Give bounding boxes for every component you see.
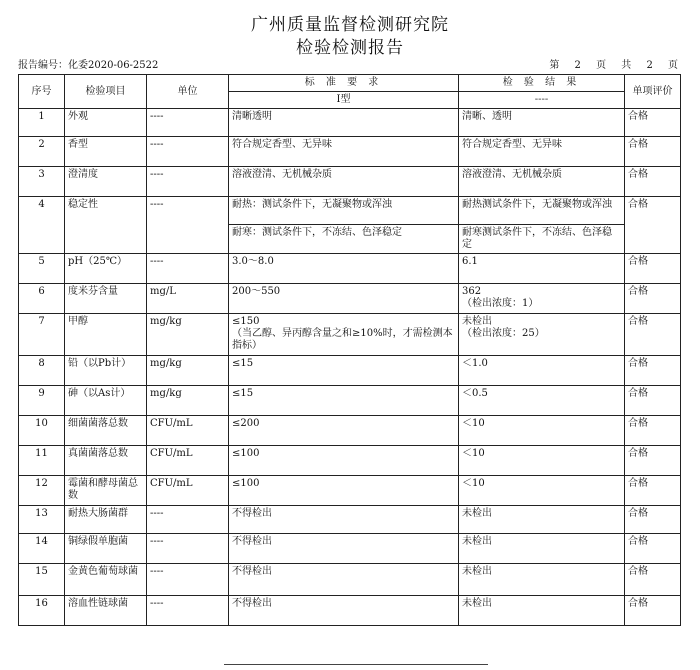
cell-standard (229, 476, 459, 506)
cell-seq: 14 (19, 534, 65, 564)
cell-eval: 合格 (625, 167, 681, 197)
cell-result: 耐热测试条件下，无凝聚物或浑浊 (459, 197, 625, 225)
standard-value: ≤15 (232, 388, 254, 399)
standard-value: ≤100 (232, 448, 260, 459)
cell-unit: ---- (147, 506, 229, 534)
cell-item: 真菌菌落总数 (65, 446, 147, 476)
report-number (18, 56, 158, 71)
table-row (19, 506, 681, 534)
cell-item: 砷（以As计） (65, 386, 147, 416)
cell-seq: 15 (19, 564, 65, 596)
standard-type: Ⅰ型 (229, 92, 459, 109)
result-note: （检出浓度：1） (462, 298, 539, 309)
standard-value: 清晰透明 (232, 111, 272, 122)
cell-result (459, 109, 625, 137)
cell-eval: 合格 (625, 564, 681, 596)
cell-eval: 合格 (625, 506, 681, 534)
cell-eval: 合格 (625, 446, 681, 476)
cell-unit: ---- (147, 596, 229, 626)
cell-item: 溶血性链球菌 (65, 596, 147, 626)
result-value: 6.1 (462, 256, 478, 267)
cell-eval: 合格 (625, 314, 681, 356)
cell-result (459, 254, 625, 284)
cell-unit: mg/kg (147, 356, 229, 386)
standard-value: ≤150 (232, 316, 260, 327)
cell-seq: 4 (19, 197, 65, 254)
cell-unit: ---- (147, 137, 229, 167)
standard-note: （当乙醇、异丙醇含量之和≥10%时，才需检测本指标） (232, 328, 453, 351)
cell-seq: 16 (19, 596, 65, 626)
institute-name: 广州质量监督检测研究院 (251, 15, 449, 35)
cell-unit: mg/kg (147, 314, 229, 356)
cell-unit: ---- (147, 564, 229, 596)
table-row (19, 109, 681, 137)
table-row (19, 564, 681, 596)
cell-eval: 合格 (625, 534, 681, 564)
cell-eval: 合格 (625, 137, 681, 167)
standard-value: 不得检出 (232, 508, 272, 519)
standard-value: ≤100 (232, 478, 260, 489)
table-row (19, 284, 681, 314)
cell-seq: 13 (19, 506, 65, 534)
result-value: ＜1.0 (462, 358, 488, 369)
cell-standard (229, 284, 459, 314)
cell-unit: mg/kg (147, 386, 229, 416)
cell-result (459, 137, 625, 167)
page-current: 2 (574, 60, 581, 71)
cell-seq: 7 (19, 314, 65, 356)
table-row (19, 137, 681, 167)
standard-value: 200～550 (232, 286, 281, 297)
cell-result (459, 386, 625, 416)
cell-result (459, 564, 625, 596)
cell-result (459, 596, 625, 626)
cell-result (459, 314, 625, 356)
table-row (19, 254, 681, 284)
cell-eval: 合格 (625, 596, 681, 626)
header-eval: 单项评价 (625, 75, 681, 109)
cell-result (459, 284, 625, 314)
cell-eval: 合格 (625, 254, 681, 284)
table-row (19, 534, 681, 564)
page-gong: 共 (621, 60, 632, 71)
header-result: 检 验 结 果 (459, 75, 625, 92)
cell-seq: 9 (19, 386, 65, 416)
header-seq: 序号 (19, 75, 65, 109)
cell-item: 外观 (65, 109, 147, 137)
cell-item: 香型 (65, 137, 147, 167)
result-value: 清晰、透明 (462, 111, 512, 122)
cell-standard (229, 167, 459, 197)
cell-unit: ---- (147, 254, 229, 284)
cell-item: 细菌菌落总数 (65, 416, 147, 446)
cell-standard-2: 耐寒：测试条件下，不冻结、色泽稳定 (229, 225, 459, 254)
cell-unit: ---- (147, 109, 229, 137)
report-number-value: 化委2020-06-2522 (68, 60, 159, 71)
table-row (19, 167, 681, 197)
result-value: 未检出 (462, 566, 492, 577)
cell-seq: 3 (19, 167, 65, 197)
result-value: 未检出 (462, 508, 492, 519)
cell-standard (229, 506, 459, 534)
cell-seq: 5 (19, 254, 65, 284)
cell-standard (229, 356, 459, 386)
result-value: ＜0.5 (462, 388, 488, 399)
result-subheader: ---- (459, 92, 625, 109)
cell-result (459, 506, 625, 534)
result-value: 未检出 (462, 536, 492, 547)
cell-item: 铅（以Pb计） (65, 356, 147, 386)
cell-standard (229, 386, 459, 416)
page-di: 第 (549, 60, 560, 71)
cell-unit: ---- (147, 197, 229, 254)
standard-value: 不得检出 (232, 536, 272, 547)
result-value: 符合规定香型、无异味 (462, 139, 562, 150)
cell-standard: 耐热：测试条件下，无凝聚物或浑浊 (229, 197, 459, 225)
results-table (18, 74, 681, 626)
cell-seq: 8 (19, 356, 65, 386)
cell-item: 稳定性 (65, 197, 147, 254)
result-value: 未检出 (462, 316, 492, 327)
header-standard: 标 准 要 求 (229, 75, 459, 92)
page-indicator (543, 56, 678, 71)
standard-value: 不得检出 (232, 598, 272, 609)
cell-item: 霉菌和酵母菌总数 (65, 476, 147, 506)
cell-standard (229, 109, 459, 137)
cell-item: 金黄色葡萄球菌 (65, 564, 147, 596)
result-value: ＜10 (462, 448, 485, 459)
table-row (19, 197, 681, 225)
cell-standard (229, 596, 459, 626)
table-row (19, 446, 681, 476)
cell-result (459, 534, 625, 564)
cell-unit: ---- (147, 534, 229, 564)
standard-value: 3.0～8.0 (232, 256, 274, 267)
table-header-row (19, 75, 681, 92)
cell-seq: 2 (19, 137, 65, 167)
cell-eval: 合格 (625, 386, 681, 416)
cell-item: 澄清度 (65, 167, 147, 197)
result-value: 362 (462, 286, 482, 297)
page-ye: 页 (596, 60, 607, 71)
cell-standard (229, 254, 459, 284)
page-total: 2 (646, 60, 653, 71)
result-value: 未检出 (462, 598, 492, 609)
result-note: （检出浓度：25） (462, 328, 545, 339)
report-number-label: 报告编号： (18, 60, 68, 71)
cell-seq: 10 (19, 416, 65, 446)
cell-seq: 11 (19, 446, 65, 476)
cell-item: 甲醇 (65, 314, 147, 356)
cell-standard (229, 416, 459, 446)
result-value: ＜10 (462, 478, 485, 489)
result-value: 溶液澄清、无机械杂质 (462, 169, 562, 180)
table-row (19, 596, 681, 626)
cell-seq: 6 (19, 284, 65, 314)
header-unit: 单位 (147, 75, 229, 109)
report-title: 检验检测报告 (296, 38, 404, 58)
cell-unit: CFU/mL (147, 416, 229, 446)
cell-result (459, 446, 625, 476)
cell-standard (229, 137, 459, 167)
cell-result (459, 476, 625, 506)
standard-value: 不得检出 (232, 566, 272, 577)
cell-item: 耐热大肠菌群 (65, 506, 147, 534)
cell-unit: ---- (147, 167, 229, 197)
cell-eval: 合格 (625, 284, 681, 314)
table-row (19, 356, 681, 386)
cell-result (459, 356, 625, 386)
standard-value: ≤15 (232, 358, 254, 369)
cell-eval: 合格 (625, 416, 681, 446)
standard-value: 符合规定香型、无异味 (232, 139, 332, 150)
table-row (19, 386, 681, 416)
cell-unit: mg/L (147, 284, 229, 314)
cell-item: 度米芬含量 (65, 284, 147, 314)
cell-seq: 12 (19, 476, 65, 506)
cell-result (459, 416, 625, 446)
cell-seq: 1 (19, 109, 65, 137)
standard-value: ≤200 (232, 418, 260, 429)
cell-unit: CFU/mL (147, 476, 229, 506)
cell-standard (229, 314, 459, 356)
table-row (19, 314, 681, 356)
cell-result-2: 耐寒测试条件下，不冻结、色泽稳定 (459, 225, 625, 254)
cell-item: 铜绿假单胞菌 (65, 534, 147, 564)
cell-eval: 合格 (625, 356, 681, 386)
cell-unit: CFU/mL (147, 446, 229, 476)
cell-standard (229, 564, 459, 596)
cell-eval: 合格 (625, 197, 681, 254)
cell-item: pH（25℃） (65, 254, 147, 284)
table-row (19, 416, 681, 446)
cell-eval: 合格 (625, 109, 681, 137)
cell-standard (229, 446, 459, 476)
result-value: ＜10 (462, 418, 485, 429)
table-row (19, 476, 681, 506)
cell-result (459, 167, 625, 197)
bottom-divider (224, 664, 488, 665)
header-item: 检验项目 (65, 75, 147, 109)
cell-standard (229, 534, 459, 564)
standard-value: 溶液澄清、无机械杂质 (232, 169, 332, 180)
cell-eval: 合格 (625, 476, 681, 506)
page-ye2: 页 (668, 60, 678, 71)
